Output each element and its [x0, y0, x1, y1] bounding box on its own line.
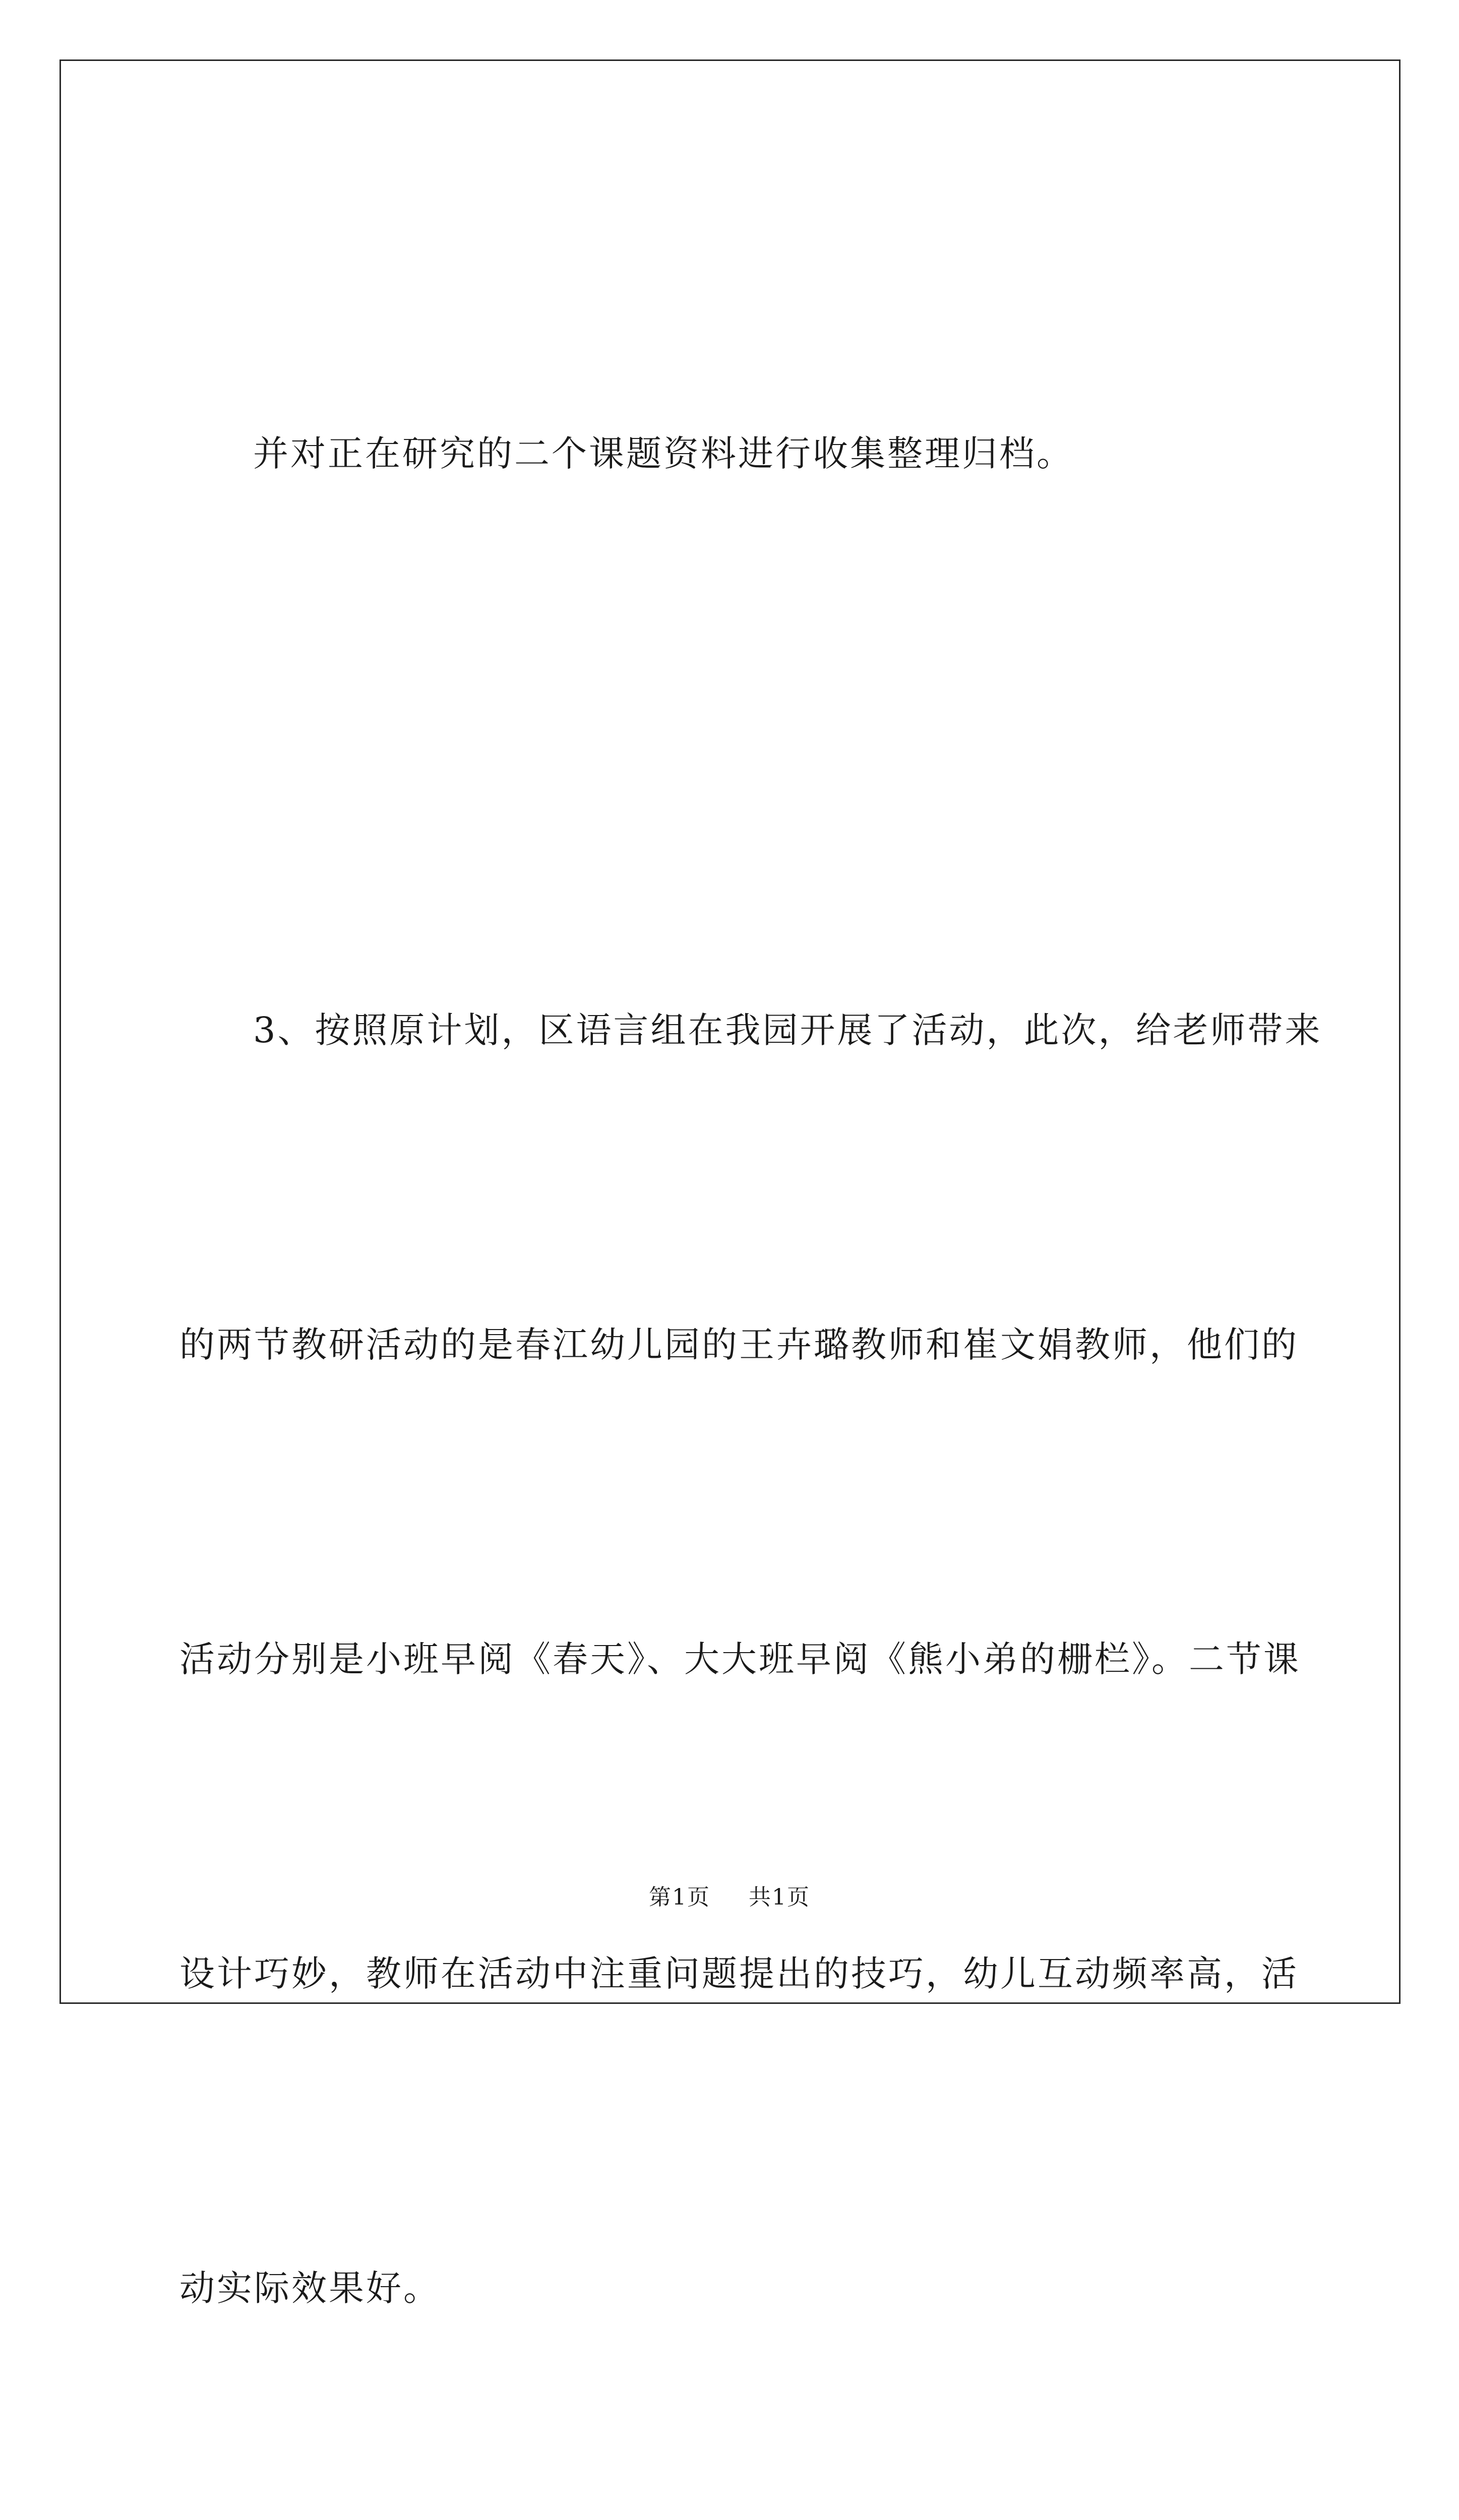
paragraph-line: 设计巧妙，教师在活动中注重问题提出的技巧，幼儿互动频率高，活: [179, 1953, 1299, 1994]
page-footer: [0, 1879, 1459, 1911]
paragraph-line: 3、按照原计划，区语言组在我园开展了活动，此次，给老师带来: [253, 1010, 1322, 1051]
page-number-current: 第1页: [649, 1884, 710, 1910]
paragraph-line: 的两节教研活动的是春江幼儿园的王卉璐教师和崔文娟教师，他们的: [179, 1324, 1299, 1365]
document-body: [179, 192, 1322, 2520]
page-number-total: 共1页: [749, 1884, 810, 1910]
paragraph-line: 活动分别是小班早阅《春天》、大大班早阅《熊小弟的栅栏》。二节课: [179, 1639, 1301, 1680]
paragraph-line: 动实际效果好。: [179, 2267, 441, 2309]
paragraph-1: [179, 192, 1289, 716]
paragraph-2: [179, 768, 1322, 2520]
paragraph-line: 并对正在研究的二个课题资料进行收集整理归档。: [253, 433, 1074, 474]
